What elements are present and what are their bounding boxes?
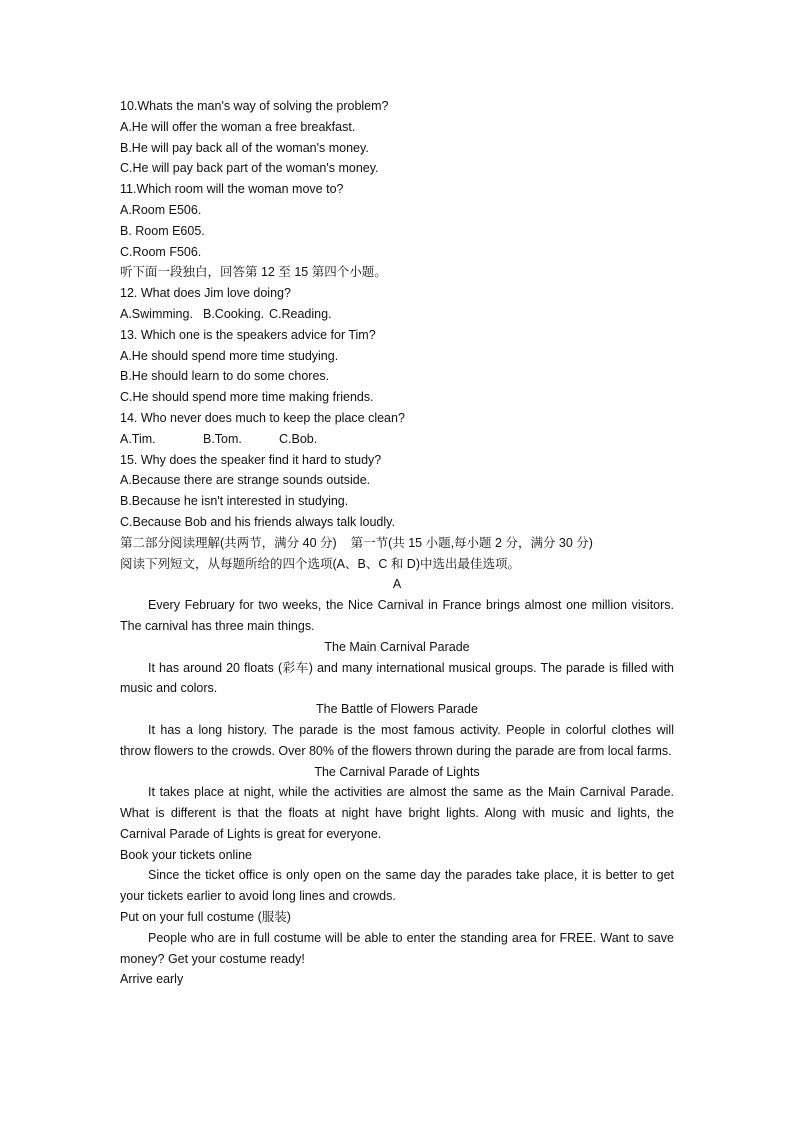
costume-text: People who are in full costume will be able to enter the standing area for FREE. Want to save money? Get your costume ready! bbox=[120, 930, 674, 966]
costume-title: Put on your full costume (服装) bbox=[120, 910, 291, 925]
flowers-parade-text: It has a long history. The parade is the most famous activity. People in colorful clothes will throw flowers to the crowds. Over 80% of the flowers thrown during the parade are from local farms. bbox=[120, 722, 674, 758]
page-content bbox=[120, 96, 674, 990]
q10-option-c: C.He will pay back part of the woman's money. bbox=[120, 161, 379, 176]
q14-option-b: B.Tom. bbox=[203, 431, 242, 446]
q12-option-c: C.Reading. bbox=[269, 306, 332, 321]
q11-option-c: C.Room F506. bbox=[120, 244, 202, 259]
q14-option-a: A.Tim. bbox=[120, 431, 156, 446]
q11-option-b: B. Room E605. bbox=[120, 223, 205, 238]
reading-instruction: 阅读下列短文，从每题所给的四个选项(A、B、C 和 D)中选出最佳选项。 bbox=[120, 556, 521, 571]
question-15: 15. Why does the speaker find it hard to study? bbox=[120, 452, 382, 467]
lights-parade-text: It takes place at night, while the activities are almost the same as the Main Carnival Parade. What is different is that the floats at night have bright lights. Along with music and lights, the Carnival Parade of Lights is great for everyone. bbox=[120, 785, 674, 841]
lights-parade-title: The Carnival Parade of Lights bbox=[314, 764, 480, 779]
tickets-text: Since the ticket office is only open on the same day the parades take place, it is better to get your tickets earlier to avoid long lines and crowds. bbox=[120, 868, 674, 904]
arrive-early-title: Arrive early bbox=[120, 972, 184, 987]
q12-option-a: A.Swimming. bbox=[120, 306, 193, 321]
question-14: 14. Who never does much to keep the place clean? bbox=[120, 410, 405, 425]
reading-section-heading: 第二部分阅读理解(共两节，满分 40 分) 第一节(共 15 小题,每小题 2 分，满分 30 分) bbox=[120, 535, 593, 550]
flowers-parade-title: The Battle of Flowers Parade bbox=[316, 702, 478, 717]
q15-option-a: A.Because there are strange sounds outside. bbox=[120, 473, 371, 488]
q12-option-b: B.Cooking. bbox=[203, 306, 265, 321]
q14-options bbox=[120, 429, 674, 450]
tickets-title: Book your tickets online bbox=[120, 847, 253, 862]
q13-option-b: B.He should learn to do some chores. bbox=[120, 369, 330, 384]
question-12: 12. What does Jim love doing? bbox=[120, 286, 291, 301]
q15-option-b: B.Because he isn't interested in studying. bbox=[120, 494, 349, 509]
question-13: 13. Which one is the speakers advice for Tim? bbox=[120, 327, 376, 342]
monologue-instruction: 听下面一段独白，回答第 12 至 15 第四个小题。 bbox=[120, 265, 387, 280]
q15-option-c: C.Because Bob and his friends always talk loudly. bbox=[120, 514, 395, 529]
q13-option-a: A.He should spend more time studying. bbox=[120, 348, 339, 363]
passage-label: A bbox=[392, 577, 402, 592]
question-11: 11.Which room will the woman move to? bbox=[120, 182, 344, 197]
question-10: 10.Whats the man's way of solving the problem? bbox=[120, 99, 389, 113]
passage-intro: Every February for two weeks, the Nice Carnival in France brings almost one million visitors. The carnival has three main things. bbox=[120, 598, 674, 633]
q14-option-c: C.Bob. bbox=[279, 431, 318, 446]
main-parade-text: It has around 20 floats (彩车) and many international musical groups. The parade is filled with music and colors. bbox=[120, 660, 674, 696]
q13-option-c: C.He should spend more time making friends. bbox=[120, 390, 374, 405]
q10-option-a: A.He will offer the woman a free breakfast. bbox=[120, 119, 356, 134]
q12-options bbox=[120, 304, 674, 325]
q10-option-b: B.He will pay back all of the woman's money. bbox=[120, 140, 369, 155]
main-parade-title: The Main Carnival Parade bbox=[324, 639, 470, 654]
q11-option-a: A.Room E506. bbox=[120, 202, 202, 217]
